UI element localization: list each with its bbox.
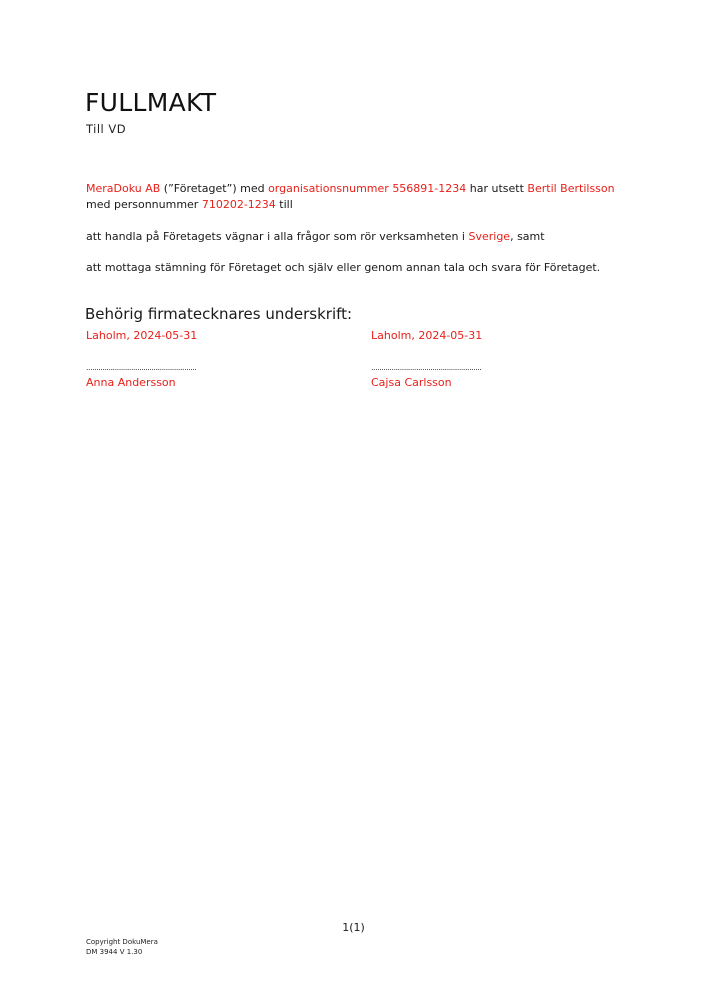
personnr: 710202-1234 xyxy=(201,198,276,211)
document-title: FULLMAKT xyxy=(85,88,217,117)
signature-line: ...................................................... xyxy=(86,363,197,372)
place-date: Laholm, 2024-05-31 xyxy=(371,329,483,342)
signature-block-1 xyxy=(86,328,336,391)
signature-heading: Behörig firmatecknares underskrift: xyxy=(85,305,353,323)
copyright-text: Copyright DokuMera xyxy=(86,938,158,946)
company-name: MeraDoku AB xyxy=(86,182,161,195)
signature-line: ...................................................... xyxy=(371,363,482,372)
document-subtitle: Till VD xyxy=(86,122,127,136)
intro-paragraph xyxy=(86,181,615,213)
place-date: Laholm, 2024-05-31 xyxy=(86,329,198,342)
authority-text: att handla på Företagets vägnar i alla frågor som rör verksamheten i xyxy=(86,230,469,243)
till-text: till xyxy=(275,198,293,211)
footer xyxy=(86,937,158,957)
signer-name: Cajsa Carlsson xyxy=(371,376,452,389)
signer-name: Anna Andersson xyxy=(86,376,176,389)
document-id: DM 3944 V 1.30 xyxy=(86,948,143,956)
authority-text-end: , samt xyxy=(510,230,545,243)
summons-paragraph: att mottaga stämning för Företaget och själv eller genom annan tala och svara för Företaget. xyxy=(86,261,601,274)
org-number: 556891-1234 xyxy=(392,182,467,195)
granted-text: har utsett xyxy=(466,182,528,195)
agent-name: Bertil Bertilsson xyxy=(527,182,615,195)
authority-paragraph xyxy=(86,229,545,245)
signature-block-2 xyxy=(371,328,621,391)
page-number: 1(1) xyxy=(342,921,365,934)
country: Sverige xyxy=(468,230,511,243)
personnr-label: med personnummer xyxy=(86,198,202,211)
company-alias-text: (”Företaget”) med xyxy=(160,182,269,195)
org-number-label: organisationsnummer xyxy=(268,182,389,195)
